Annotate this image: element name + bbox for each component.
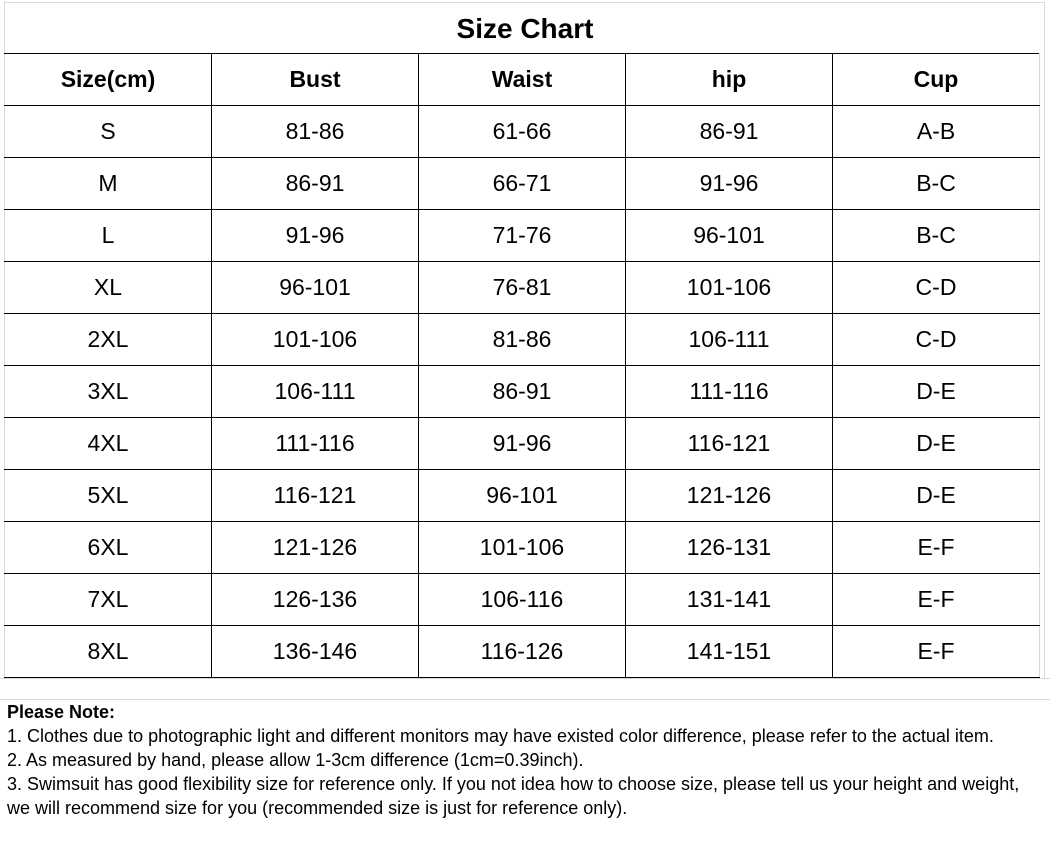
cell-hip: 126-131 — [626, 522, 833, 574]
cell-bust: 126-136 — [212, 574, 419, 626]
table-row — [5, 366, 1040, 418]
cell-hip: 131-141 — [626, 574, 833, 626]
cell-waist: 106-116 — [419, 574, 626, 626]
header-cup: Cup — [833, 54, 1040, 106]
table-row — [5, 522, 1040, 574]
cell-hip: 111-116 — [626, 366, 833, 418]
cell-bust: 86-91 — [212, 158, 419, 210]
cell-cup: C-D — [833, 262, 1040, 314]
cell-hip: 91-96 — [626, 158, 833, 210]
cell-cup: C-D — [833, 314, 1040, 366]
table-row — [5, 418, 1040, 470]
cell-bust: 81-86 — [212, 106, 419, 158]
cell-size: 7XL — [5, 574, 212, 626]
cell-bust: 106-111 — [212, 366, 419, 418]
cell-waist: 91-96 — [419, 418, 626, 470]
cell-cup: E-F — [833, 574, 1040, 626]
cell-cup: D-E — [833, 366, 1040, 418]
note-item: 3. Swimsuit has good flexibility size for reference only. If you not idea how to choose size, please tell us your height and weight, we will recommend size for you (recommended size is just for reference only). — [7, 774, 1020, 818]
cell-bust: 91-96 — [212, 210, 419, 262]
cell-bust: 101-106 — [212, 314, 419, 366]
cell-hip: 96-101 — [626, 210, 833, 262]
header-hip: hip — [626, 54, 833, 106]
cell-cup: D-E — [833, 418, 1040, 470]
cell-bust: 121-126 — [212, 522, 419, 574]
cell-size: 5XL — [5, 470, 212, 522]
table-row — [5, 210, 1040, 262]
header-size: Size(cm) — [5, 54, 212, 106]
cell-size: M — [5, 158, 212, 210]
cell-waist: 86-91 — [419, 366, 626, 418]
cell-waist: 61-66 — [419, 106, 626, 158]
cell-bust: 96-101 — [212, 262, 419, 314]
table-row — [5, 158, 1040, 210]
cell-hip: 106-111 — [626, 314, 833, 366]
cell-size: XL — [5, 262, 212, 314]
cell-size: 2XL — [5, 314, 212, 366]
cell-size: 8XL — [5, 626, 212, 678]
grid-right-edge — [1044, 2, 1050, 678]
cell-waist: 116-126 — [419, 626, 626, 678]
cell-size: 3XL — [5, 366, 212, 418]
note-item: 1. Clothes due to photographic light and different monitors may have existed color difference, please refer to the actual item. — [7, 726, 994, 746]
table-header-row — [5, 54, 1040, 106]
table-row — [5, 470, 1040, 522]
notes-section — [7, 700, 1037, 820]
header-bust: Bust — [212, 54, 419, 106]
cell-bust: 111-116 — [212, 418, 419, 470]
table-row — [5, 626, 1040, 678]
table-body — [5, 106, 1040, 678]
cell-hip: 116-121 — [626, 418, 833, 470]
cell-size: S — [5, 106, 212, 158]
cell-waist: 81-86 — [419, 314, 626, 366]
cell-waist: 66-71 — [419, 158, 626, 210]
cell-waist: 96-101 — [419, 470, 626, 522]
cell-size: L — [5, 210, 212, 262]
cell-hip: 86-91 — [626, 106, 833, 158]
cell-size: 4XL — [5, 418, 212, 470]
cell-cup: A-B — [833, 106, 1040, 158]
cell-hip: 101-106 — [626, 262, 833, 314]
page-title: Size Chart — [4, 2, 1045, 54]
cell-cup: B-C — [833, 158, 1040, 210]
cell-cup: D-E — [833, 470, 1040, 522]
note-item: 2. As measured by hand, please allow 1-3cm difference (1cm=0.39inch). — [7, 750, 584, 770]
notes-heading: Please Note: — [7, 702, 116, 722]
cell-cup: E-F — [833, 522, 1040, 574]
cell-cup: E-F — [833, 626, 1040, 678]
cell-size: 6XL — [5, 522, 212, 574]
separator-row — [0, 678, 1050, 700]
cell-waist: 101-106 — [419, 522, 626, 574]
size-table — [4, 53, 1040, 678]
table-row — [5, 574, 1040, 626]
cell-hip: 141-151 — [626, 626, 833, 678]
cell-bust: 136-146 — [212, 626, 419, 678]
cell-cup: B-C — [833, 210, 1040, 262]
table-row — [5, 262, 1040, 314]
table-row — [5, 106, 1040, 158]
cell-bust: 116-121 — [212, 470, 419, 522]
cell-hip: 121-126 — [626, 470, 833, 522]
table-row — [5, 314, 1040, 366]
header-waist: Waist — [419, 54, 626, 106]
cell-waist: 71-76 — [419, 210, 626, 262]
cell-waist: 76-81 — [419, 262, 626, 314]
